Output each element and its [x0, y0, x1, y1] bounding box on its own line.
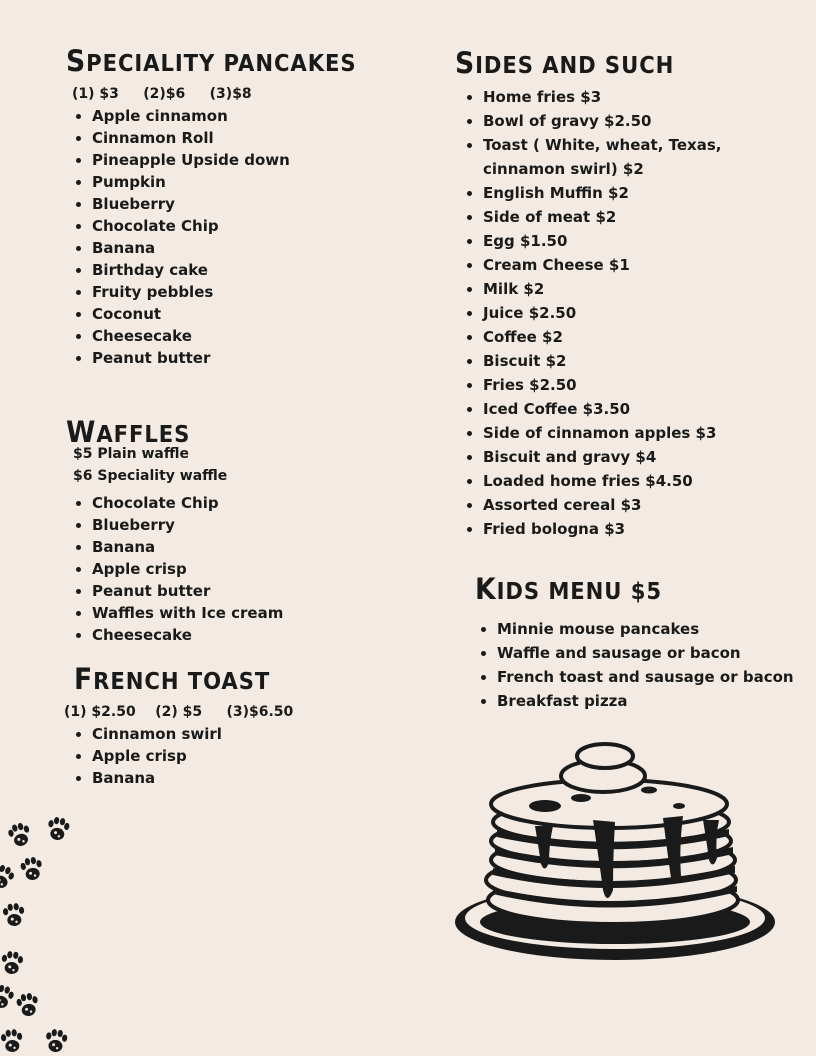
- list-item: • Egg $1.50: [483, 229, 805, 253]
- list-item: • Blueberry: [92, 193, 406, 215]
- speciality-pancakes-prices: (1) $3 (2)$6 (3)$8: [72, 86, 252, 102]
- list-item: • Banana: [92, 536, 406, 558]
- list-item: • Loaded home fries $4.50: [483, 469, 805, 493]
- list-item: • Banana: [92, 767, 404, 789]
- list-item: • Assorted cereal $3: [483, 493, 805, 517]
- french-toast-title: FRENCH TOAST: [74, 662, 271, 696]
- list-item: • Chocolate Chip: [92, 215, 406, 237]
- list-item: • Biscuit $2: [483, 349, 805, 373]
- list-item: • Apple cinnamon: [92, 105, 406, 127]
- waffles-speciality-price: $6 Speciality waffle: [73, 468, 228, 484]
- sides-title: SIDES AND SUCH: [455, 46, 675, 80]
- list-item: • Side of cinnamon apples $3: [483, 421, 805, 445]
- french-toast-section: [64, 664, 404, 789]
- list-item: • Waffle and sausage or bacon: [497, 641, 805, 665]
- list-item: • Cinnamon swirl: [92, 723, 404, 745]
- list-item: • Pineapple Upside down: [92, 149, 406, 171]
- list-item: • Cinnamon Roll: [92, 127, 406, 149]
- list-item: • Cream Cheese $1: [483, 253, 805, 277]
- sides-section: [455, 48, 805, 541]
- list-item: • Home fries $3: [483, 85, 805, 109]
- waffles-title: WAFFLES: [66, 415, 191, 449]
- list-item: • Peanut butter: [92, 347, 406, 369]
- list-item: • Chocolate Chip: [92, 492, 406, 514]
- kids-menu-section: [475, 574, 805, 713]
- waffles-list: [73, 492, 406, 646]
- list-item: • Juice $2.50: [483, 301, 805, 325]
- list-item: • Peanut butter: [92, 580, 406, 602]
- list-item: • Pumpkin: [92, 171, 406, 193]
- list-item: • French toast and sausage or bacon: [497, 665, 805, 689]
- list-item: • Breakfast pizza: [497, 689, 805, 713]
- list-item: • Fruity pebbles: [92, 281, 406, 303]
- list-item: • Biscuit and gravy $4: [483, 445, 805, 469]
- list-item: • Fried bologna $3: [483, 517, 805, 541]
- list-item: • Cheesecake: [92, 325, 406, 347]
- waffles-plain-price: $5 Plain waffle: [73, 446, 190, 462]
- list-item: • Iced Coffee $3.50: [483, 397, 805, 421]
- list-item: • Apple crisp: [92, 745, 404, 767]
- list-item: • English Muffin $2: [483, 181, 805, 205]
- kids-menu-title: KIDS MENU $5: [475, 572, 662, 606]
- list-item: • Birthday cake: [92, 259, 406, 281]
- speciality-pancakes-list: [73, 105, 406, 369]
- french-toast-list: [73, 723, 404, 789]
- list-item: • Blueberry: [92, 514, 406, 536]
- waffles-section: [66, 417, 406, 646]
- list-item: • Coconut: [92, 303, 406, 325]
- list-item: • Side of meat $2: [483, 205, 805, 229]
- list-item: • Toast ( White, wheat, Texas, cinnamon swirl) $2: [483, 133, 805, 181]
- pancake-stack-icon: [453, 740, 779, 965]
- list-item: • Banana: [92, 237, 406, 259]
- french-toast-prices: (1) $2.50 (2) $5 (3)$6.50: [64, 704, 294, 720]
- speciality-pancakes-section: [66, 46, 406, 369]
- list-item: • Coffee $2: [483, 325, 805, 349]
- list-item: • Apple crisp: [92, 558, 406, 580]
- sides-list: [464, 85, 805, 541]
- list-item: • Cheesecake: [92, 624, 406, 646]
- list-item: • Milk $2: [483, 277, 805, 301]
- paw-print-icon: [0, 810, 90, 1056]
- list-item: • Minnie mouse pancakes: [497, 617, 805, 641]
- list-item: • Fries $2.50: [483, 373, 805, 397]
- list-item: • Waffles with Ice cream: [92, 602, 406, 624]
- kids-menu-list: [478, 617, 805, 713]
- speciality-pancakes-title: SPECIALITY PANCAKES: [66, 44, 357, 78]
- list-item: • Bowl of gravy $2.50: [483, 109, 805, 133]
